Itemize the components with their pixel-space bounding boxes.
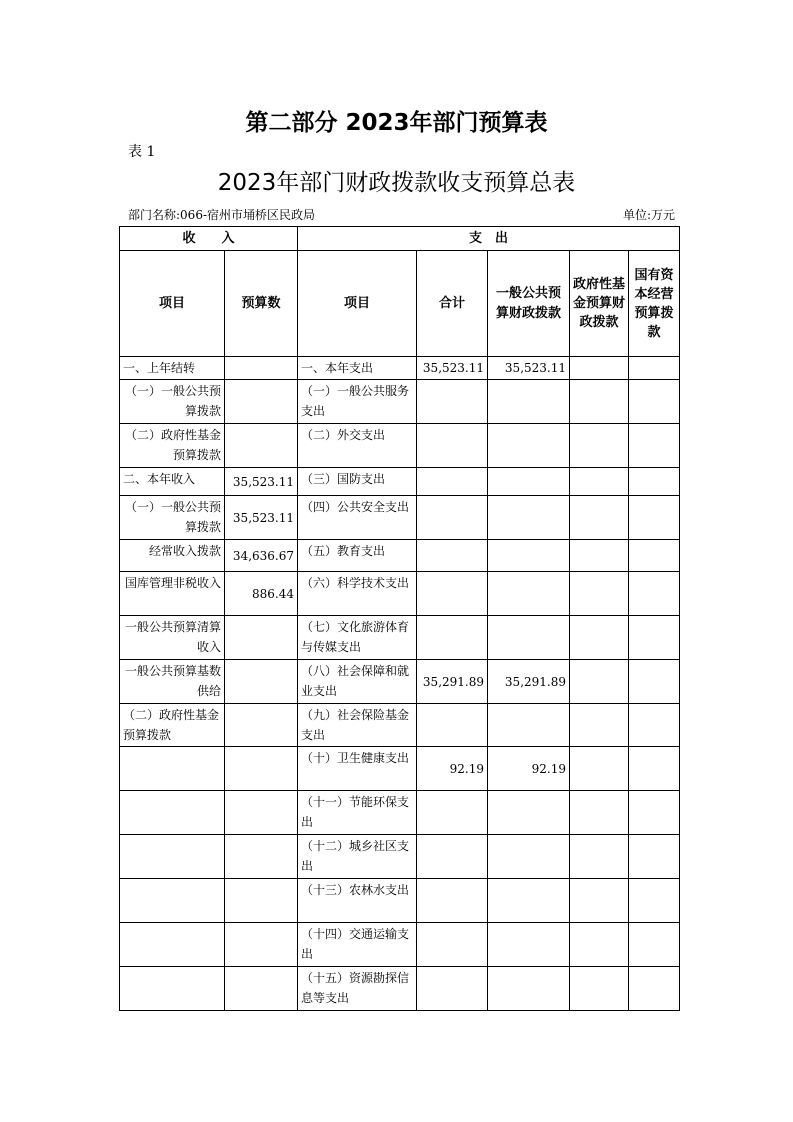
state-capital-cell	[629, 747, 680, 791]
expense-item-cell: （二）外交支出	[298, 424, 417, 468]
total-cell	[417, 967, 488, 1011]
general-budget-cell	[488, 923, 570, 967]
expense-item-cell: （十四）交通运输支出	[298, 923, 417, 967]
income-item-cell: 经常收入拨款	[120, 540, 225, 572]
total-cell: 35,523.11	[417, 357, 488, 380]
total-cell	[417, 923, 488, 967]
income-amount-header: 预算数	[225, 251, 298, 357]
total-cell	[417, 879, 488, 923]
income-amount-cell	[225, 967, 298, 1011]
general-budget-cell	[488, 879, 570, 923]
expense-item-cell: （六）科学技术支出	[298, 572, 417, 616]
table-row	[120, 572, 680, 616]
total-cell	[417, 380, 488, 424]
income-item-cell	[120, 791, 225, 835]
fund-budget-cell	[570, 496, 629, 540]
general-budget-cell: 35,291.89	[488, 660, 570, 704]
expense-item-cell: （九）社会保险基金支出	[298, 704, 417, 747]
income-item-cell	[120, 747, 225, 791]
table-row	[120, 424, 680, 468]
fund-budget-cell	[570, 424, 629, 468]
total-cell	[417, 791, 488, 835]
total-cell	[417, 496, 488, 540]
income-item-cell: （一）一般公共预算拨款	[120, 380, 225, 424]
fund-budget-cell	[570, 660, 629, 704]
general-budget-cell	[488, 380, 570, 424]
state-capital-cell	[629, 660, 680, 704]
expense-item-header: 项目	[298, 251, 417, 357]
fund-budget-cell	[570, 572, 629, 616]
total-cell: 92.19	[417, 747, 488, 791]
total-cell	[417, 616, 488, 660]
state-capital-cell	[629, 380, 680, 424]
income-item-cell	[120, 879, 225, 923]
expense-item-cell: （四）公共安全支出	[298, 496, 417, 540]
table-row	[120, 540, 680, 572]
income-amount-cell	[225, 835, 298, 879]
general-budget-cell	[488, 424, 570, 468]
table-row	[120, 835, 680, 879]
fund-budget-cell	[570, 704, 629, 747]
income-item-cell: 国库管理非税收入	[120, 572, 225, 616]
total-cell	[417, 835, 488, 879]
header-row-columns	[120, 251, 680, 357]
expense-header: 支 出	[298, 227, 680, 251]
income-item-header: 项目	[120, 251, 225, 357]
state-capital-cell	[629, 791, 680, 835]
income-item-cell: （二）政府性基金预算拨款	[120, 704, 225, 747]
state-capital-cell	[629, 923, 680, 967]
state-capital-cell	[629, 540, 680, 572]
general-budget-cell	[488, 572, 570, 616]
table-row	[120, 791, 680, 835]
income-header: 收 入	[120, 227, 298, 251]
general-budget-cell	[488, 468, 570, 496]
general-budget-cell	[488, 616, 570, 660]
fund-budget-header: 政府性基金预算财政拨款	[570, 251, 629, 357]
income-amount-cell	[225, 923, 298, 967]
table-row	[120, 616, 680, 660]
table-row	[120, 468, 680, 496]
state-capital-cell	[629, 967, 680, 1011]
income-item-cell: 一般公共预算清算收入	[120, 616, 225, 660]
income-item-cell	[120, 835, 225, 879]
income-amount-cell: 35,523.11	[225, 496, 298, 540]
total-cell	[417, 572, 488, 616]
state-capital-cell	[629, 572, 680, 616]
total-cell	[417, 468, 488, 496]
total-cell	[417, 424, 488, 468]
header-row-group	[120, 227, 680, 251]
state-capital-cell	[629, 424, 680, 468]
state-capital-cell	[629, 879, 680, 923]
state-capital-cell	[629, 616, 680, 660]
table-number: 表 1	[128, 144, 156, 160]
fund-budget-cell	[570, 923, 629, 967]
income-amount-cell	[225, 747, 298, 791]
state-capital-cell	[629, 357, 680, 380]
income-amount-cell	[225, 879, 298, 923]
income-amount-cell	[225, 791, 298, 835]
expense-item-cell: （八）社会保障和就业支出	[298, 660, 417, 704]
table-row	[120, 660, 680, 704]
general-budget-cell	[488, 967, 570, 1011]
total-header: 合计	[417, 251, 488, 357]
fund-budget-cell	[570, 468, 629, 496]
general-budget-cell	[488, 835, 570, 879]
fund-budget-cell	[570, 540, 629, 572]
income-item-cell	[120, 923, 225, 967]
expense-item-cell: （十五）资源勘探信息等支出	[298, 967, 417, 1011]
expense-item-cell: （五）教育支出	[298, 540, 417, 572]
expense-item-cell: （十三）农林水支出	[298, 879, 417, 923]
general-budget-cell	[488, 540, 570, 572]
expense-item-cell: （十一）节能环保支出	[298, 791, 417, 835]
expense-item-cell: （十）卫生健康支出	[298, 747, 417, 791]
income-amount-cell: 886.44	[225, 572, 298, 616]
table-title: 2023年部门财政拨款收支预算总表	[217, 170, 576, 196]
income-item-cell: （二）政府性基金预算拨款	[120, 424, 225, 468]
income-item-cell: 一、上年结转	[120, 357, 225, 380]
income-amount-cell	[225, 424, 298, 468]
fund-budget-cell	[570, 879, 629, 923]
income-amount-cell: 35,523.11	[225, 468, 298, 496]
income-item-cell	[120, 967, 225, 1011]
unit-label: 单位:万元	[622, 208, 675, 222]
table-row	[120, 747, 680, 791]
state-capital-cell	[629, 468, 680, 496]
fund-budget-cell	[570, 835, 629, 879]
income-amount-cell	[225, 380, 298, 424]
general-budget-cell	[488, 704, 570, 747]
income-item-cell: 二、本年收入	[120, 468, 225, 496]
income-amount-cell	[225, 704, 298, 747]
state-capital-cell	[629, 704, 680, 747]
income-amount-cell	[225, 357, 298, 380]
total-cell: 35,291.89	[417, 660, 488, 704]
income-item-cell: 一般公共预算基数供给	[120, 660, 225, 704]
general-budget-cell	[488, 791, 570, 835]
table-row	[120, 357, 680, 380]
table-row	[120, 879, 680, 923]
table-row	[120, 923, 680, 967]
fund-budget-cell	[570, 357, 629, 380]
department-name: 部门名称:066-宿州市埇桥区民政局	[128, 208, 316, 222]
general-budget-cell	[488, 496, 570, 540]
part-title: 第二部分 2023年部门预算表	[245, 110, 548, 136]
income-item-cell: （一）一般公共预算拨款	[120, 496, 225, 540]
fund-budget-cell	[570, 791, 629, 835]
income-amount-cell	[225, 660, 298, 704]
expense-item-cell: 一、本年支出	[298, 357, 417, 380]
state-capital-cell	[629, 835, 680, 879]
table-row	[120, 496, 680, 540]
expense-item-cell: （七）文化旅游体育与传媒支出	[298, 616, 417, 660]
fund-budget-cell	[570, 380, 629, 424]
expense-item-cell: （三）国防支出	[298, 468, 417, 496]
state-capital-header: 国有资本经营预算拨款	[629, 251, 680, 357]
table-row	[120, 967, 680, 1011]
income-amount-cell: 34,636.67	[225, 540, 298, 572]
fund-budget-cell	[570, 967, 629, 1011]
income-amount-cell	[225, 616, 298, 660]
table-row	[120, 380, 680, 424]
state-capital-cell	[629, 496, 680, 540]
fund-budget-cell	[570, 616, 629, 660]
expense-item-cell: （一）一般公共服务支出	[298, 380, 417, 424]
general-budget-cell: 92.19	[488, 747, 570, 791]
fund-budget-cell	[570, 747, 629, 791]
total-cell	[417, 540, 488, 572]
general-budget-header: 一般公共预算财政拨款	[488, 251, 570, 357]
table-row	[120, 704, 680, 747]
expense-item-cell: （十二）城乡社区支出	[298, 835, 417, 879]
general-budget-cell: 35,523.11	[488, 357, 570, 380]
budget-table	[119, 226, 680, 1011]
total-cell	[417, 704, 488, 747]
